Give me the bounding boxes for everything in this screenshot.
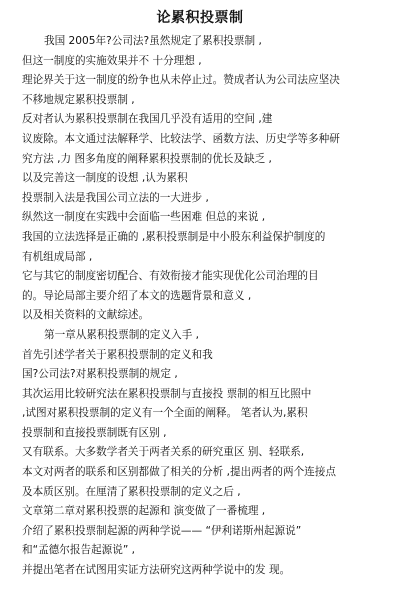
body-text-line: 理论界关于这一制度的纷争也从未停止过。赞成者认为公司法应坚决	[22, 74, 340, 87]
body-text-line: 议废除。本文通过法解释学、比较法学、函数方法、历史学等多种研	[22, 132, 340, 145]
body-text-line: 以及完善这一制度的设想 ,认为累积	[22, 172, 188, 185]
body-text-line: 但这一制度的实施效果并不 十分理想 ,	[22, 54, 202, 67]
body-text-line: 第一章从累积投票制的定义入手 ,	[44, 328, 200, 341]
body-text-line: 其次运用比较研究法在累积投票制与直接投 票制的相互比照中	[22, 387, 312, 400]
body-text-line: 究方法 ,力 图多角度的阐释累积投票制的优长及缺乏 ,	[22, 152, 272, 165]
body-text-line: ,试图对累积投票制的定义有一个全面的阐释。 笔者认为,累积	[22, 407, 308, 420]
document-body	[22, 32, 396, 581]
body-text-line: 介绍了累积投票制起源的两种学说—— “伊利诺斯州起源说”	[22, 524, 302, 537]
body-text-line: 反对者认为累积投票制在我国几乎没有适用的空间 ,建	[22, 113, 273, 126]
body-text-line: 的。导论局部主要介绍了本文的选题背景和意义 ,	[22, 289, 252, 302]
body-text-line: 有机组成局部 ,	[22, 250, 93, 263]
body-text-line: 以及相关资料的文献综述。	[22, 309, 150, 322]
body-text-line: 本文对两者的联系和区别都做了相关的分析 ,提出两者的两个连接点	[22, 466, 336, 479]
body-text-line: 纵然这一制度在实践中会面临一些困难 但总的来说 ,	[22, 211, 266, 224]
body-text-line: 及本质区别。在厘清了累积投票制的定义之后 ,	[22, 485, 241, 498]
body-text-line: 不移地规定累积投票制 ,	[22, 93, 135, 106]
body-text-line: 并提出笔者在试图用实证方法研究这两种学说中的发 现。	[22, 564, 291, 577]
body-text-line: 我国的立法选择是正确的 ,累积投票制是中小股东利益保护制度的	[22, 230, 326, 243]
body-text-line: 文章第二章对累积投票的起源和 演变做了一番梳理 ,	[22, 505, 266, 518]
body-text-line: 我国 2005年?公司法?虽然规定了累积投票制 ,	[44, 35, 262, 47]
body-text-line: 和“孟德尔报告起源说” ,	[22, 544, 136, 557]
body-text-line: 它与其它的制度密切配合、有效衔接才能实现优化公司治理的目	[22, 270, 319, 283]
body-text-line: 投票制和直接投票制既有区别 ,	[22, 426, 167, 439]
document-title: 论累积投票制	[156, 10, 244, 26]
body-text-line: 国?公司法?对累积投票制的规定 ,	[22, 368, 178, 381]
body-text-line: 首先引述学者关于累积投票制的定义和我	[22, 348, 213, 361]
body-text-line: 投票制入法是我国公司立法的一大进步 ,	[22, 191, 209, 204]
body-text-line: 又有联系。大多数学者关于两者关系的研究重区 别、轻联系,	[22, 446, 305, 459]
